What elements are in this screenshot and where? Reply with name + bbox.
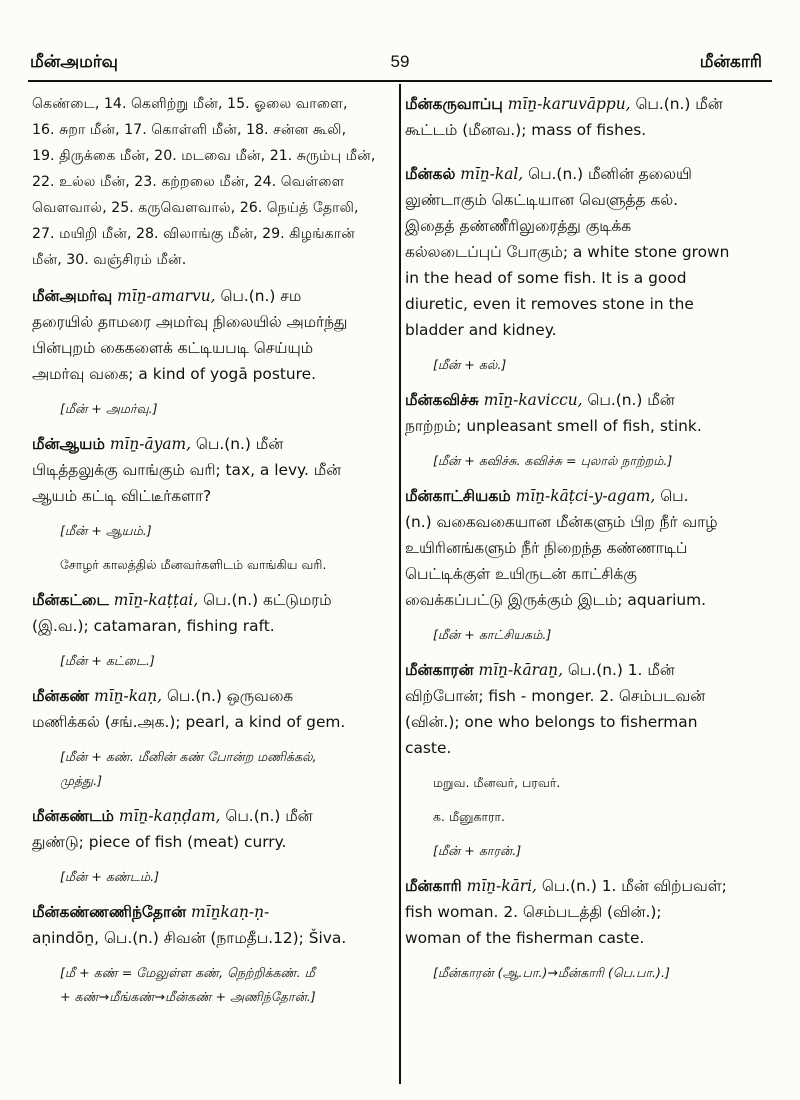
- dictionary-entry: [405, 483, 772, 613]
- etymology-line: + கண்→மீங்கண்→மீன்கண் + அணிந்தோன்.]: [60, 989, 316, 1004]
- definition-line: fish woman. 2. செம்படத்தி (வின்.);: [405, 903, 662, 921]
- definition-line: பின்புறம் கைகளைக் கட்டியபடி செய்யும்: [32, 339, 314, 357]
- etymology: [60, 745, 387, 793]
- etymology: [433, 623, 772, 647]
- definition-start: பெ.(n.) கட்டுமரம்: [203, 591, 332, 609]
- definition-start: பெ.(n.) மீன்: [195, 435, 284, 453]
- dictionary-entry: [32, 803, 387, 855]
- text-line: வெளவால், 25. கருவெளவால், 26. நெய்த் தோலி,: [32, 200, 359, 216]
- dictionary-entry: [405, 873, 772, 951]
- definition-start: பெ.(n.) மீனின் தலையி: [528, 165, 692, 183]
- etymology: [60, 519, 387, 543]
- dictionary-entry: [405, 657, 772, 761]
- dictionary-entry: [405, 91, 772, 143]
- headword: மீன்கல்: [405, 165, 456, 183]
- usage-note: சோழர் காலத்தில் மீனவர்களிடம் வாங்கிய வரி.: [60, 557, 327, 572]
- etymology: [433, 839, 772, 863]
- etymology-line: [மீன் + காட்சியகம்.]: [433, 627, 552, 642]
- text-line: 22. உல்ல மீன், 23. கற்றலை மீன், 24. வெள்ளை: [32, 174, 345, 190]
- transliteration: mīṉ-kāraṉ,: [478, 661, 563, 679]
- definition-line: woman of the fisherman caste.: [405, 929, 645, 947]
- definition-line: (n.) வகைவகையான மீன்களும் பிற நீர் வாழ்: [405, 513, 718, 531]
- transliteration: mīṉ-kaviccu,: [483, 391, 583, 409]
- definition-line: நாற்றம்; unpleasant smell of fish, stink.: [405, 417, 702, 435]
- dictionary-entry: [32, 587, 387, 639]
- definition-line: அமர்வு வகை; a kind of yogā posture.: [32, 365, 316, 383]
- etymology-line: [மீன் + அமர்வு.]: [60, 401, 158, 416]
- text-line: 27. மயிறி மீன், 28. விலாங்கு மீன், 29. கிழங்கான்: [32, 226, 355, 242]
- usage-note: க. மீனுகாரா.: [433, 809, 506, 824]
- definition-start: பெ.(n.) சம: [220, 287, 302, 305]
- definition-start: பெ.(n.) மீன்: [225, 807, 313, 825]
- etymology-line: [மீன் + காரன்.]: [433, 843, 522, 858]
- page-header: [0, 52, 800, 82]
- headword: மீன்காரன்: [405, 661, 474, 679]
- etymology-line: [மீன் + கண். மீனின் கண் போன்ற மணிக்கல்,: [60, 749, 317, 764]
- dictionary-entry: [405, 161, 772, 343]
- definition-line: பிடித்தலுக்கு வாங்கும் வரி; tax, a levy. மீன்: [32, 461, 342, 479]
- definition-line: விற்போன்; fish - monger. 2. செம்படவன்: [405, 687, 706, 705]
- definition-start: பெ.(n.) மீன்: [635, 95, 723, 113]
- definition-start: பெ.(n.) 1. மீன் விற்பவள்;: [541, 877, 727, 895]
- header-right-guideword: மீன்காரி: [699, 52, 762, 72]
- definition-line: லுண்டாகும் கெட்டியான வெளுத்த கல்.: [405, 191, 678, 209]
- headword: மீன்கருவாப்பு: [405, 95, 503, 113]
- definition-line: in the head of some fish. It is a good: [405, 269, 687, 287]
- transliteration: mīṉkaṇ-ṇ-: [191, 903, 270, 921]
- definition-line: வைக்கப்பட்டு இருக்கும் இடம்; aquarium.: [405, 591, 707, 609]
- headword: மீன்ஆயம்: [32, 435, 105, 453]
- definition-start: பெ.(n.) 1. மீன்: [567, 661, 675, 679]
- etymology-line: [மீன் + கவிச்சு. கவிச்சு = புலால் நாற்றம்.]: [433, 453, 673, 468]
- continuation-text: [32, 91, 387, 273]
- etymology-line: [மீன் + கட்டை.]: [60, 653, 155, 668]
- definition-line: துண்டு; piece of fish (meat) curry.: [32, 833, 287, 851]
- definition-line: இதைத் தண்ணீரிலுரைத்து குடிக்க: [405, 217, 632, 235]
- etymology-line: [மீன் + ஆயம்.]: [60, 523, 152, 538]
- header-left-guideword: மீன்அமர்வு: [30, 52, 118, 72]
- definition-line: (இ.வ.); catamaran, fishing raft.: [32, 617, 275, 635]
- definition-line: caste.: [405, 739, 452, 757]
- definition-start: பெ.(n.) மீன்: [587, 391, 675, 409]
- transliteration: mīṉ-kāṭci-y-agam,: [515, 487, 656, 505]
- headword: மீன்கண்: [32, 687, 90, 705]
- right-column: [405, 91, 772, 995]
- definition-line: ஆயம் கட்டி விட்டீர்களா?: [32, 487, 212, 505]
- definition-start: பெ.(n.) ஒருவகை: [166, 687, 294, 705]
- definition-line: (வின்.); one who belongs to fisherman: [405, 713, 698, 731]
- etymology: [60, 397, 387, 421]
- usage-note: மறுவ. மீனவர், பரவர்.: [433, 775, 561, 790]
- headword: மீன்காட்சியகம்: [405, 487, 511, 505]
- dictionary-entry: [32, 283, 387, 387]
- etymology: [433, 961, 772, 985]
- etymology: [433, 449, 772, 473]
- etymology: [433, 353, 772, 377]
- transliteration: mīṉ-kaṇḍam,: [118, 807, 221, 825]
- dictionary-entry: [32, 431, 387, 509]
- definition-line: தரையில் தாமரை அமர்வு நிலையில் அமர்ந்து: [32, 313, 348, 331]
- etymology-line: [மீ + கண் = மேலுள்ள கண், நெற்றிக்கண். மீ: [60, 965, 315, 980]
- transliteration: mīṉ-kāri,: [466, 877, 537, 895]
- transliteration: mīṉ-karuvāppu,: [507, 95, 631, 113]
- definition-line: பெட்டிக்குள் உயிருடன் காட்சிக்கு: [405, 565, 637, 583]
- transliteration: mīṉ-āyam,: [109, 435, 191, 453]
- definition-line: கூட்டம் (மீனவ.); mass of fishes.: [405, 121, 647, 139]
- etymology-line: [மீன்காரன் (ஆ.பா.)→மீன்காரி (பெ.பா.).]: [433, 965, 670, 980]
- etymology-line: முத்து.]: [60, 773, 103, 788]
- definition-line: உயிரினங்களும் நீர் நிறைந்த கண்ணாடிப்: [405, 539, 688, 557]
- headword: மீன்அமர்வு: [32, 287, 113, 305]
- headword: மீன்கவிச்சு: [405, 391, 479, 409]
- text-line: கெண்டை, 14. கெளிற்று மீன், 15. ஓலை வாளை,: [32, 96, 348, 112]
- etymology-line: [மீன் + கண்டம்.]: [60, 869, 160, 884]
- transliteration: mīṉ-kaṇ,: [94, 687, 163, 705]
- etymology-line: [மீன் + கல்.]: [433, 357, 507, 372]
- definition-line: கல்லடைப்புப் போகும்; a white stone grown: [405, 243, 730, 261]
- headword: மீன்கண்டம்: [32, 807, 114, 825]
- left-column: [32, 91, 387, 1019]
- header-rule: [28, 80, 772, 82]
- headword: மீன்காரி: [405, 877, 462, 895]
- definition-start: பெ.: [660, 487, 689, 505]
- text-line: 19. திருக்கை மீன், 20. மடவை மீன், 21. சுரும்பு மீன்,: [32, 148, 376, 164]
- page-number: 59: [390, 52, 410, 71]
- dictionary-entry: [32, 899, 387, 951]
- etymology: [60, 865, 387, 889]
- headword: மீன்கட்டை: [32, 591, 109, 609]
- text-line: 16. சுறா மீன், 17. கொள்ளி மீன், 18. சன்ன கூலி,: [32, 122, 347, 138]
- text-line: மீன், 30. வஞ்சிரம் மீன்.: [32, 252, 187, 268]
- transliteration: mīṉ-kaṭṭai,: [113, 591, 199, 609]
- transliteration: mīṉ-amarvu,: [117, 287, 216, 305]
- transliteration: mīṉ-kal,: [460, 165, 524, 183]
- headword: மீன்கண்ணணிந்தோன்: [32, 903, 187, 921]
- dictionary-entry: [405, 387, 772, 439]
- definition-line: aṇindōṉ, பெ.(n.) சிவன் (நாமதீப.12); Šiva.: [32, 929, 347, 947]
- column-divider: [399, 84, 401, 1084]
- definition-line: bladder and kidney.: [405, 321, 557, 339]
- etymology: [60, 961, 387, 1009]
- definition-line: diuretic, even it removes stone in the: [405, 295, 694, 313]
- etymology: [60, 649, 387, 673]
- definition-line: மணிக்கல் (சங்.அக.); pearl, a kind of gem.: [32, 713, 346, 731]
- dictionary-entry: [32, 683, 387, 735]
